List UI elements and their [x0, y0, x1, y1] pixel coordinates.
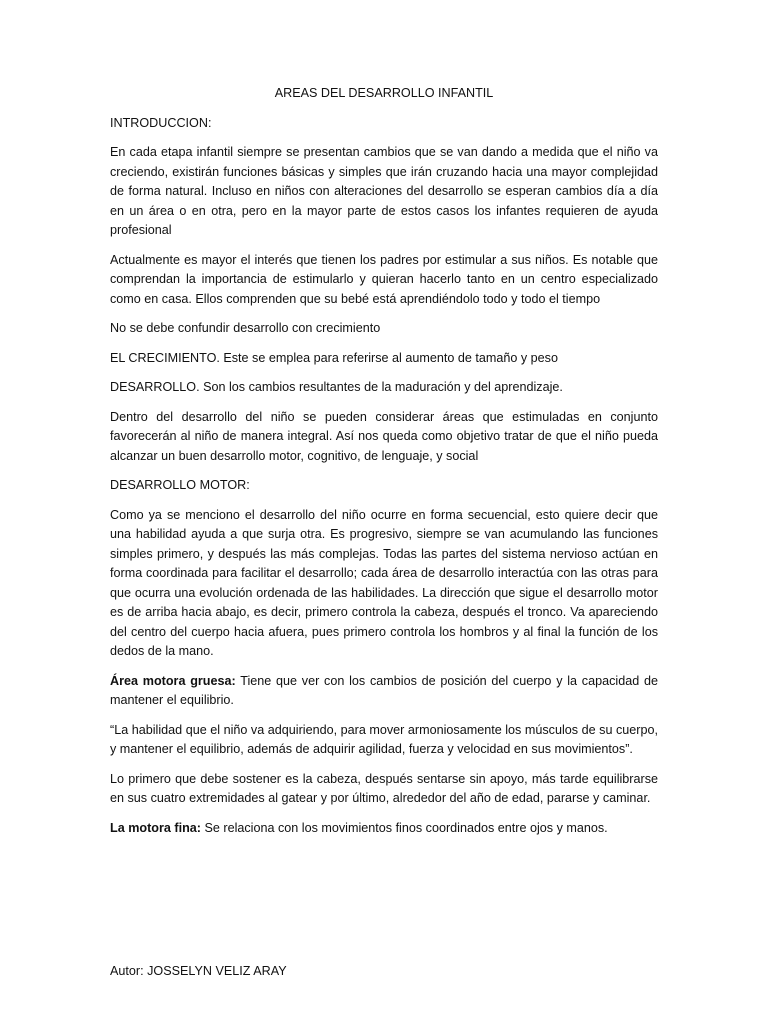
paragraph-milestones: Lo primero que debe sostener es la cabeza, después sentarse sin apoyo, más tarde equilibrarse en sus cuatro extremidades al gatear y por último, alrededor del año de edad, pararse y caminar.	[110, 771, 658, 805]
motora-fina-text: Se relaciona con los movimientos finos coordinados entre ojos y manos.	[200, 820, 608, 835]
document-title: AREAS DEL DESARROLLO INFANTIL	[274, 86, 494, 100]
paragraph-desarrollo-vs-crecimiento: No se debe confundir desarrollo con crecimiento	[110, 321, 381, 335]
motor-heading: DESARROLLO MOTOR:	[110, 478, 250, 492]
paragraph-intro-1: En cada etapa infantil siempre se presentan cambios que se van dando a medida que el niño va creciendo, existirán funciones básicas y simples que irán cruzando hacia una mayor complejidad de forma natural. Incluso en niños con alteraciones del desarrollo se esperan cambios día a día en un área o en otra, pero en la mayor parte de estos casos los infantes requieren de ayuda profesional	[110, 145, 658, 237]
motora-gruesa-text: Tiene que ver con los cambios de posición del cuerpo y la capacidad de mantener el equilibrio.	[110, 673, 658, 707]
paragraph-motor-sequence: Como ya se menciono el desarrollo del niño ocurre en forma secuencial, esto quiere decir que una habilidad ayuda a que surja otra. Es progresivo, siempre se van acumulando las funciones simples primero, y después las más complejas. Todas las partes del sistema nervioso actúan en forma coordinada para facilitar el desarrollo; cada área de desarrollo interactúa con las otras para que ocurra una evolución ordenada de las habilidades. La dirección que sigue el desarrollo motor es de arriba hacia abajo, es decir, primero controla la cabeza, después el tronco. Va apareciendo del centro del cuerpo hacia afuera, pues primero controla los hombros y al final la función de los dedos de la mano.	[110, 507, 658, 658]
document-body	[110, 84, 658, 848]
motora-gruesa-term: Área motora gruesa:	[110, 673, 236, 688]
author-line: Autor: JOSSELYN VELIZ ARAY	[110, 964, 287, 978]
paragraph-areas: Dentro del desarrollo del niño se pueden considerar áreas que estimuladas en conjunto favorecerán al niño de manera integral. Así nos queda como objetivo tratar de que el niño pueda alcanzar un buen desarrollo motor, cognitivo, de lenguaje, y social	[110, 409, 658, 463]
paragraph-quote: “La habilidad que el niño va adquiriendo, para mover armoniosamente los músculos de su cuerpo, y mantener el equilibrio, además de adquirir agilidad, fuerza y velocidad en sus movimientos”.	[110, 722, 658, 756]
paragraph-motora-gruesa	[110, 672, 658, 711]
paragraph-desarrollo-def: DESARROLLO. Son los cambios resultantes de la maduración y del aprendizaje.	[110, 380, 563, 394]
intro-heading: INTRODUCCION:	[110, 115, 212, 130]
paragraph-intro-2: Actualmente es mayor el interés que tienen los padres por estimular a sus niños. Es notable que comprendan la importancia de estimularlo y quieran hacerlo tanto en un centro especializado como en casa. Ellos comprenden que su bebé está aprendiéndolo todo y todo el tiempo	[110, 252, 658, 306]
paragraph-crecimiento-def: EL CRECIMIENTO. Este se emplea para referirse al aumento de tamaño y peso	[110, 350, 558, 365]
motora-fina-term: La motora fina:	[110, 820, 201, 835]
paragraph-motora-fina	[110, 819, 658, 839]
